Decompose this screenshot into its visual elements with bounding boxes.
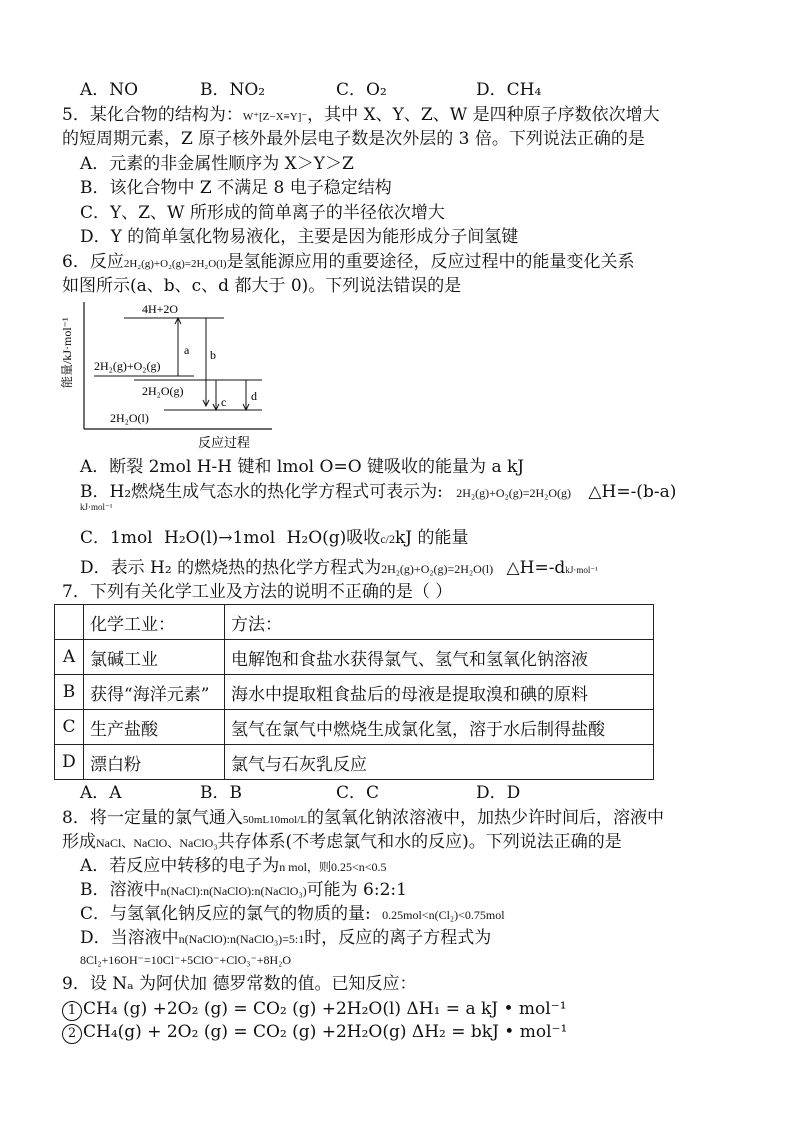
q6-option-c-text3: H₂O(g)吸收 xyxy=(286,528,381,548)
q6-option-d-equation: 2H₂(g)+O₂(g)=2H₂O(l) xyxy=(381,562,494,576)
table-row xyxy=(55,710,654,745)
q6-option-d-unit: kJ·mol⁻¹ xyxy=(565,565,598,575)
q6-stem-line1 xyxy=(62,250,635,276)
table-cell-industry: 氯碱工业 xyxy=(84,640,225,675)
q6-option-a: A．断裂 2mol H-H 键和 lmol O=O 键吸收的能量为 a kJ xyxy=(80,457,525,477)
arrow-d-label: d xyxy=(251,389,257,403)
q8-option-d-ratio: n(NaClO):n(NaClO₃)=5:1 xyxy=(178,932,305,946)
q6-option-b xyxy=(80,480,676,505)
q6-equation: 2H₂(g)+O₂(g)=2H₂O(l) xyxy=(123,258,227,270)
q8-option-a-range: 0.25<n<0.5 xyxy=(330,860,387,874)
table-cell xyxy=(55,605,84,640)
level-label-atoms: 4H+2O xyxy=(142,302,179,316)
q7-stem: 7．下列有关化学工业及方法的说明不正确的是（ ） xyxy=(62,582,453,602)
q8-option-a-text1: A．若反应中转移的电子为 xyxy=(80,856,280,876)
q8-option-d xyxy=(80,926,491,951)
table-header-method: 方法： xyxy=(225,605,654,640)
table-row xyxy=(55,640,654,675)
q7-table xyxy=(54,604,654,780)
q8-stem-line1 xyxy=(62,806,664,832)
table-cell-method: 海水中提取粗食盐后的母液是提取溴和碘的原料 xyxy=(225,675,654,710)
q8-option-d-text1: D．当溶液中 xyxy=(80,928,179,948)
q9-reaction-1 xyxy=(62,997,567,1021)
table-cell-method: 氢气在氯气中燃烧生成氯化氢，溶于水后制得盐酸 xyxy=(225,710,654,745)
q4-option-d: D．CH₄ xyxy=(476,80,542,100)
table-cell-letter: B xyxy=(55,675,84,710)
arrow-a-label: a xyxy=(184,343,190,357)
q8-option-b-text3: 可能为 6:2:1 xyxy=(306,880,407,900)
q8-option-a xyxy=(80,854,387,879)
q4-option-a: A．NO xyxy=(80,80,139,100)
table-cell-industry: 漂白粉 xyxy=(84,745,225,780)
q6-option-b-text: B．H₂燃烧生成气态水的热化学方程式可表示为: xyxy=(80,482,443,502)
q5-option-b: B．该化合物中 Z 不满足 8 电子稳定结构 xyxy=(80,178,392,198)
level-label-reactants: 2H₂(g)+O₂(g) xyxy=(94,359,161,373)
table-cell-letter: D xyxy=(55,745,84,780)
q5-option-c: C．Y、Z、W 所形成的简单离子的半径依次增大 xyxy=(80,203,445,223)
q8-option-b-ratio: n(NaCl):n(NaClO):n(NaClO₃) xyxy=(160,884,307,898)
table-cell-letter: A xyxy=(55,640,84,675)
q6-stem-b: 是氢能源应用的重要途径，反应过程中的能量变化关系 xyxy=(226,252,635,272)
q8-stem-d: 共存体系(不考虑氯气和水的反应)。下列说法正确的是 xyxy=(217,832,622,852)
q6-option-b-dh: △H=-(b-a) xyxy=(588,482,677,502)
q8-option-b xyxy=(80,878,407,903)
q6-option-d-text: D．表示 H₂ 的燃烧热的热化学方程式为 xyxy=(80,558,382,578)
q8-concentration: 50mL10mol/L xyxy=(242,814,307,826)
energy-axis-label: 能量/kJ·mol⁻¹ xyxy=(60,317,74,388)
q5-stem-b: ，其中 X、Y、Z、W 是四种原子序数依次增大 xyxy=(307,105,660,125)
q7-option-c: C．C xyxy=(336,783,380,803)
q8-option-c-range: 0.25mol<n(Cl₂)<0.75mol xyxy=(382,908,505,922)
q7-option-d: D．D xyxy=(476,783,521,803)
circled-number-1: 1 xyxy=(62,1001,82,1021)
q5-stem-line2: 的短周期元素，Z 原子核外最外层电子数是次外层的 3 倍。下列说法正确的是 xyxy=(62,129,645,149)
table-row xyxy=(55,675,654,710)
energy-diagram xyxy=(58,296,278,452)
q8-option-c xyxy=(80,902,505,927)
q9-reaction-1-text: CH₄ (g) +2O₂ (g) = CO₂ (g) +2H₂O(l) ΔH₁ = a kJ • mol⁻¹ xyxy=(83,999,567,1019)
q9-stem: 9．设 Nₐ 为阿伏加 德罗常数的值。已知反应： xyxy=(62,974,417,994)
q6-option-b-unit: kJ·mol⁻¹ xyxy=(80,502,113,512)
q5-stem-a: 5．某化合物的结构为： xyxy=(62,105,243,125)
level-label-gas-water: 2H₂O(g) xyxy=(142,384,184,398)
q9-reaction-2 xyxy=(62,1020,567,1044)
table-cell-industry: 获得“海洋元素” xyxy=(84,675,225,710)
q7-option-b: B．B xyxy=(200,783,242,803)
q5-option-a: A．元素的非金属性顺序为 X＞Y＞Z xyxy=(80,154,354,174)
table-cell-letter: C xyxy=(55,710,84,745)
q7-option-a: A．A xyxy=(80,783,122,803)
q6-stem-line2: 如图所示(a、b、c、d 都大于 0)。下列说法错误的是 xyxy=(62,276,462,296)
q8-option-b-text1: B．溶液中 xyxy=(80,880,161,900)
q4-option-b: B．NO₂ xyxy=(200,80,266,100)
q8-option-c-text1: C．与氢氧化钠反应的氯气的物质的量: xyxy=(80,904,371,924)
q9-reaction-2-text: CH₄(g) + 2O₂ (g) = CO₂ (g) +2H₂O(g) ΔH₂ = bkJ • mol⁻¹ xyxy=(83,1022,568,1042)
q6-option-c-fraction: c/2 xyxy=(380,532,395,546)
q8-option-d-equation: 8Cl₂+16OH⁻=10Cl⁻+5ClO⁻+ClO₃⁻+8H₂O xyxy=(80,953,292,967)
table-cell-method: 电解饱和食盐水获得氯气、氢气和氢氧化钠溶液 xyxy=(225,640,654,675)
table-row xyxy=(55,745,654,780)
q5-formula: W⁺[Z−X≡Y]⁻ xyxy=(242,111,308,123)
q6-option-d-dh: △H=-d xyxy=(506,558,566,578)
q5-stem-line1 xyxy=(62,103,660,129)
q6-option-c-text4: kJ 的能量 xyxy=(394,528,469,548)
q8-stem-line2 xyxy=(62,830,622,855)
q8-option-a-text2: n mol，则 xyxy=(279,860,331,874)
table-header-industry: 化学工业： xyxy=(84,605,225,640)
q6-option-c-text2: H₂O(l)→1mol xyxy=(164,528,276,548)
q5-option-d: D．Y 的简单氢化物易液化，主要是因为能形成分子间氢键 xyxy=(80,227,519,247)
process-axis-label: 反应过程 xyxy=(198,435,251,450)
q8-stem-a: 8．将一定量的氯气通入 xyxy=(62,808,243,828)
table-cell-method: 氯气与石灰乳反应 xyxy=(225,745,654,780)
q8-stem-b: 的氢氧化钠浓溶液中，加热少许时间后，溶液中 xyxy=(307,808,664,828)
arrow-b-label: b xyxy=(210,348,216,362)
q6-option-d xyxy=(80,556,598,582)
circled-number-2: 2 xyxy=(62,1024,82,1044)
arrow-c-label: c xyxy=(221,395,227,409)
table-header-row xyxy=(55,605,654,640)
q8-species: NaCl、NaClO、NaClO₃ xyxy=(96,836,218,850)
q8-stem-c: 形成 xyxy=(62,832,96,852)
level-label-liquid-water: 2H₂O(l) xyxy=(110,411,149,425)
q6-option-c xyxy=(80,526,469,551)
q6-option-c-text1: C．1mol xyxy=(80,528,153,548)
q6-option-b-equation: 2H₂(g)+O₂(g)=2H₂O(g) xyxy=(456,486,572,500)
q4-option-c: C．O₂ xyxy=(336,80,387,100)
q6-stem-a: 6．反应 xyxy=(62,252,124,272)
table-cell-industry: 生产盐酸 xyxy=(84,710,225,745)
q8-option-d-text3: 时，反应的离子方程式为 xyxy=(304,928,492,948)
